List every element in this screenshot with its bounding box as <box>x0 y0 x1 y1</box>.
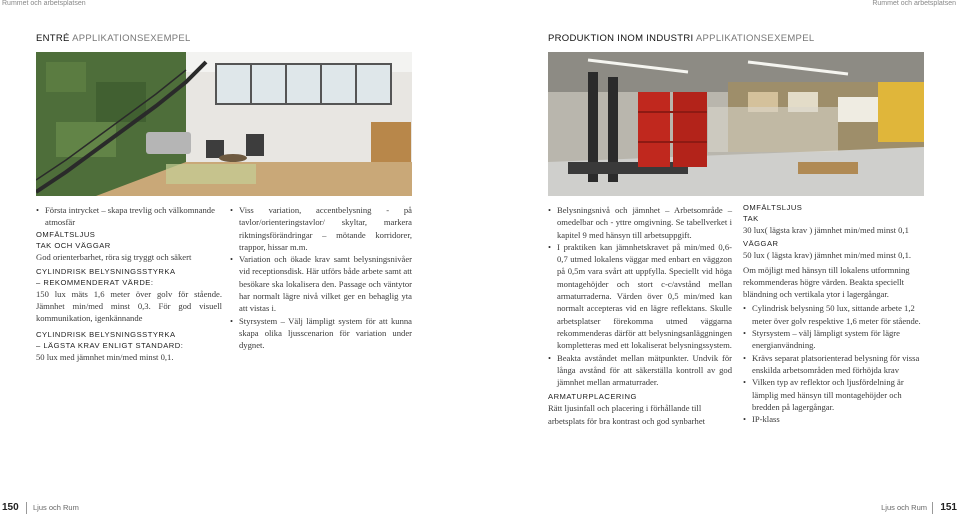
right-title-sub: APPLIKATIONSEXEMPEL <box>695 33 815 44</box>
heading-vaggar: VÄGGAR <box>743 239 779 249</box>
heading-omfaltsljus: OMFÄLTSLJUS <box>36 229 96 239</box>
paragraph: 50 lux med jämnhet min/med minst 0,1. <box>36 351 174 362</box>
page-number-left: 150 <box>2 502 19 513</box>
list-item: • Krävs separat platsorienterad belysning för vissa enskilda arbetsområden med förhöjda krav <box>743 352 925 377</box>
heading-omfaltsljus-2: OMFÄLTSLJUS <box>743 203 803 212</box>
heading-armaturplacering: ARMATURPLACERING <box>548 392 637 402</box>
list-item: • Styrsystem – Välj lämpligt system för att kunna skapa olika ljusscenarion för variation under dygnet. <box>230 315 412 352</box>
list-item: • Cylindrisk belysning 50 lux, sittande arbete 1,2 meter över golv respektive 1,6 meter för stående. <box>743 302 925 327</box>
footer-divider-right <box>932 502 933 514</box>
list-item: • Styrsystem – välj lämpligt system för lägre energianvändning. <box>743 327 925 352</box>
left-title-sub: APPLIKATIONSEXEMPEL <box>72 33 191 44</box>
left-title-main: ENTRÉ <box>36 33 70 44</box>
heading-lagsta-krav: – LÄGSTA KRAV ENLIGT STANDARD: <box>36 340 184 350</box>
column-entrance-requirements <box>36 204 222 363</box>
list-item: • Viss variation, accentbelysning - på tavlor/orienteringstavlor/ skyltar, markera riktningsförändringar – mötande korridorer, trappor, hissar m.m. <box>230 204 412 253</box>
list-item: • Beakta avståndet mellan mätpunkter. Undvik för långa avstånd för att säkerställa kontroll av god jämnhet mellan armaturrader. <box>548 352 732 389</box>
paragraph: Rätt ljusinfall och placering i förhållande till arbetsplats för bra kontrast och god synbarhet <box>548 403 706 426</box>
running-header-right: Rummet och arbetsplatsen <box>872 0 956 7</box>
list-item: • Första intrycket – skapa trevlig och välkomnande atmosfär <box>36 204 222 229</box>
heading-rekommenderat: – REKOMMENDERAT VÄRDE: <box>36 277 154 287</box>
warehouse-illustration <box>548 52 924 196</box>
entrance-photo <box>36 52 412 196</box>
column-industry-surroundings <box>743 202 925 425</box>
bullet-list-2 <box>230 204 412 352</box>
bullet-list-1 <box>36 204 222 229</box>
right-title-main: PRODUKTION INOM INDUSTRI <box>548 33 694 44</box>
paragraph: 30 lux( lägsta krav ) jämnhet min/med minst 0,1 <box>743 225 909 235</box>
list-item: • Vilken typ av reflektor och ljusfördelning är lämplig med hänsyn till montagehöjder och bredden på lagergångar. <box>743 376 925 413</box>
list-item: • Variation och ökade krav samt belysningsnivåer vid receptionsdisk. Här utförs både arbete samt att besökare ska lokalisera den. Passage och väntytor har normalt lägre nivå vilket ger en behaglig yta att vistas i. <box>230 253 412 314</box>
footer-divider-left <box>26 502 27 514</box>
bullet-list-4 <box>743 302 925 425</box>
running-header-left: Rummet och arbetsplatsen <box>2 0 86 7</box>
page-footer <box>0 498 959 516</box>
page-number-right: 151 <box>940 502 957 513</box>
footer-title-left: Ljus och Rum <box>33 503 79 512</box>
list-item: • Belysningsnivå och jämnhet – Arbetsområde – omedelbar och - yttre omgivning. Se tabellverket i kapitel 9 med hänsyn till arbetsuppgift. <box>548 204 732 241</box>
heading-tak: TAK <box>743 214 759 223</box>
paragraph: 50 lux ( lägsta krav) jämnhet min/med minst 0,1. <box>743 250 912 261</box>
column-entrance-lighting <box>230 204 412 352</box>
column-industry-levels <box>548 204 732 427</box>
heading-cylindrisk-2: CYLINDRISK BELYSNINGSSTYRKA <box>36 329 176 339</box>
right-section-title <box>548 33 814 44</box>
heading-cylindrisk: CYLINDRISK BELYSNINGSSTYRKA <box>36 266 176 276</box>
list-item: • IP-klass <box>743 413 925 425</box>
footer-title-right: Ljus och Rum <box>881 503 927 512</box>
paragraph: 150 lux mäts 1,6 meter över golv för stående. Jämnhet min/med minst 0,3. För god visuell kommunikation, igenkännande <box>36 288 222 324</box>
list-item: • I praktiken kan jämnhetskravet på min/med 0,6-0,7 utmed lokalens väggar med enbart en väggzon på 0,5m vara svårt att uppfylla. Speciellt vid höga montagehöjder och stort c-c/avstånd mellan armaturraderna. Värden över 0,5 min/med kan normalt accepteras vid en lägre reflektans. Skulle arbetsplatser förekomma utmed väggarna rekommenderas därför att belysningsanläggningen kompletteras med ett lokaliserat belysningssystem. <box>548 241 732 352</box>
left-section-title <box>36 33 191 44</box>
paragraph: God orienterbarhet, röra sig tryggt och säkert <box>36 251 192 262</box>
heading-tak-och-vaggar: TAK OCH VÄGGAR <box>36 240 111 250</box>
entrance-illustration <box>36 52 412 196</box>
warehouse-photo <box>548 52 924 196</box>
paragraph: Om möjligt med hänsyn till lokalens utformning rekommenderas högre värden. Beakta speciellt bländning och vertikala ytor i lagergångar. <box>743 264 910 300</box>
bullet-list-3 <box>548 204 732 388</box>
